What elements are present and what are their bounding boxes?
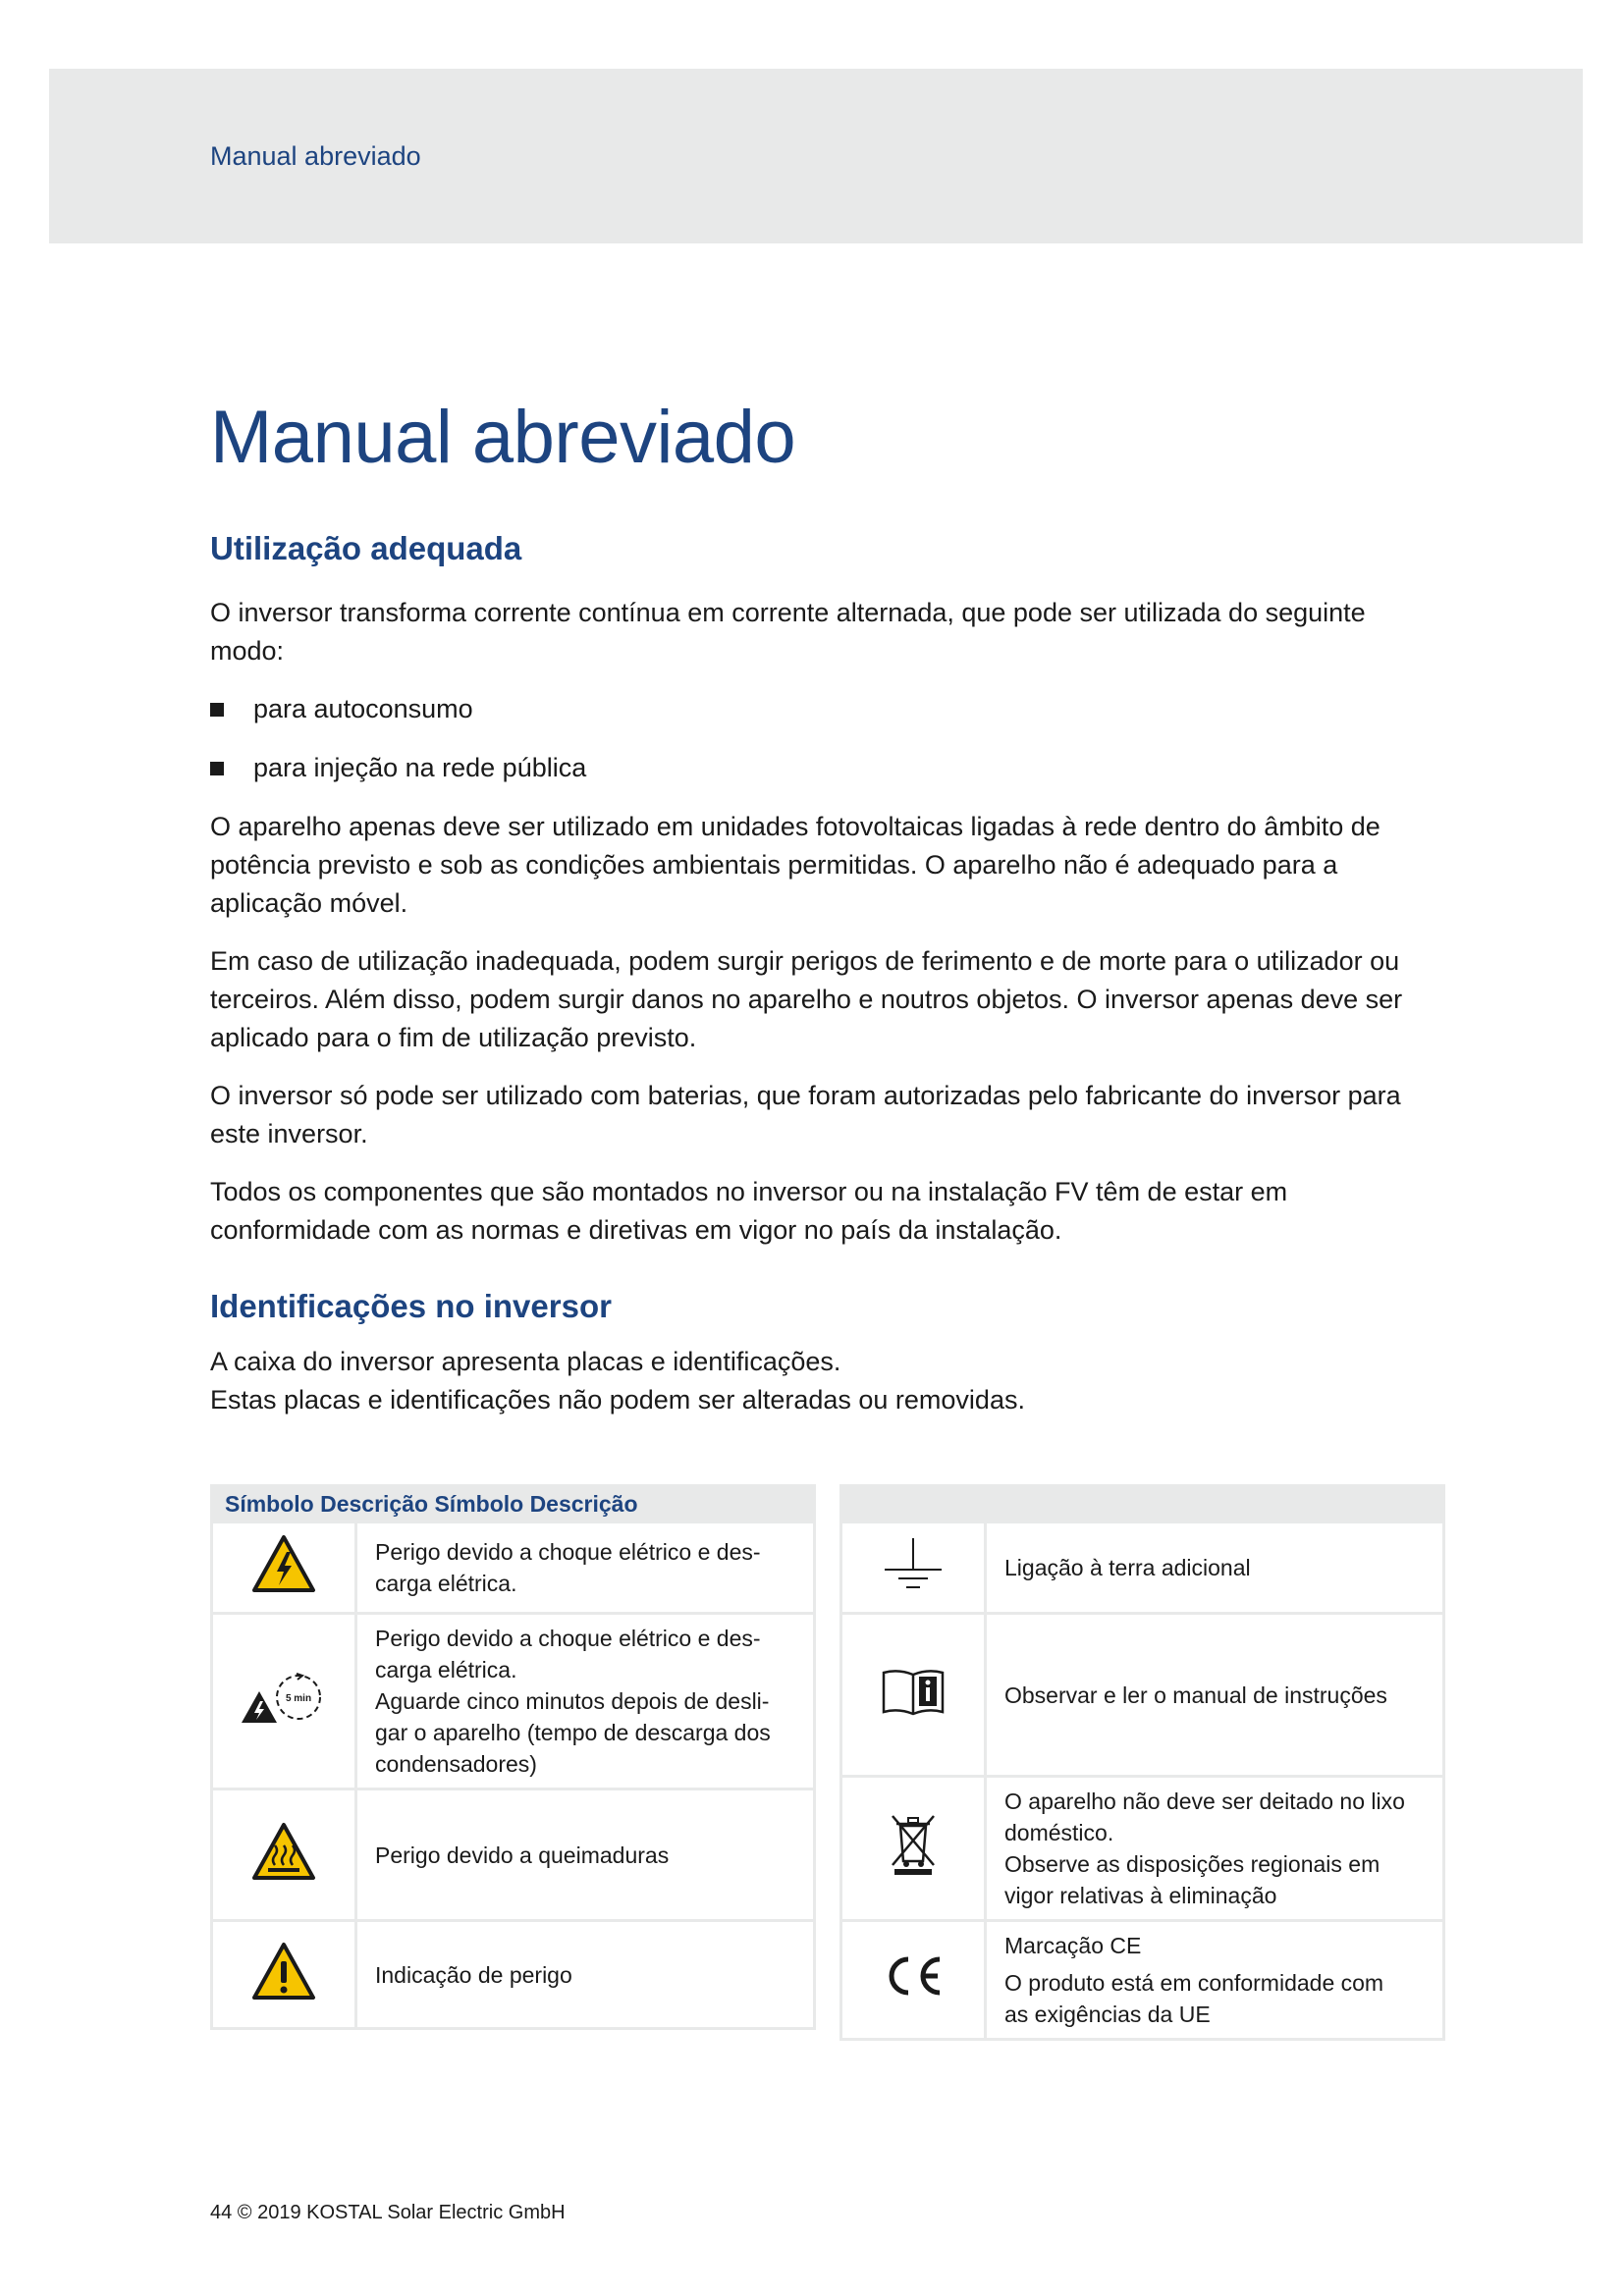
electric-shock-warning-icon (251, 1534, 316, 1593)
symbol-cell (839, 1523, 987, 1615)
header-band (49, 69, 1583, 243)
text-line: Estas placas e identificações não podem ser alteradas ou removidas. (210, 1385, 1025, 1415)
text-line: A caixa do inversor apresenta placas e identificações. (210, 1347, 841, 1377)
symbol-cell (839, 1778, 987, 1922)
list-item (210, 749, 1428, 787)
table-row (839, 1778, 1445, 1922)
weee-bin-icon (889, 1812, 938, 1877)
description-line: gar o aparelho (tempo de descarga dos (375, 1720, 771, 1745)
description-line: Observar e ler o manual de instruções (1004, 1682, 1387, 1708)
description-line: carga elétrica. (375, 1657, 517, 1682)
symbol-cell (210, 1615, 357, 1790)
page-title: Manual abreviado (210, 396, 796, 479)
icon-label: 5 min (285, 1693, 312, 1704)
list-item (210, 690, 1428, 728)
table-header-row (210, 1484, 816, 1523)
list-item-text: para injeção na rede pública (253, 752, 587, 782)
description-line: Observe as disposições regionais em (1004, 1851, 1380, 1877)
description-line: Aguarde cinco minutos depois de desli- (375, 1688, 770, 1714)
symbol-cell (210, 1922, 357, 2030)
table-row (839, 1922, 1445, 2041)
table-header-row (839, 1484, 1445, 1523)
description-line: doméstico. (1004, 1820, 1114, 1845)
paragraph (210, 1343, 1428, 1419)
description-line: condensadores) (375, 1751, 537, 1777)
description-cell (357, 1523, 816, 1615)
description-line: O produto está em conformidade com (1004, 1970, 1384, 1996)
general-warning-icon (251, 1942, 316, 2001)
description-cell (987, 1922, 1445, 2041)
section-heading-identificacoes: Identificações no inversor (210, 1287, 612, 1324)
description-cell (357, 1790, 816, 1922)
paragraph: O aparelho apenas deve ser utilizado em unidades fotovoltaicas ligadas à rede dentro do âmbito de potência previsto e sob as condições ambientais permitidas. O aparelho não é adequado para a aplicação móvel. (210, 811, 1380, 918)
symbol-cell (210, 1790, 357, 1922)
description-line: Indicação de perigo (375, 1961, 572, 1988)
description-cell (987, 1778, 1445, 1922)
section-heading-utilizacao: Utilização adequada (210, 530, 522, 567)
bullet-square-icon (210, 703, 224, 717)
symbol-cell (839, 1922, 987, 2041)
intro-paragraph: O inversor transforma corrente contínua em corrente alternada, que pode ser utilizada do seguinte modo: (210, 597, 1366, 666)
paragraph: Todos os componentes que são montados no inversor ou na instalação FV têm de estar em conformidade com as normas e diretivas em vigor no país da instalação. (210, 1176, 1288, 1245)
paragraph: Em caso de utilização inadequada, podem surgir perigos de ferimento e de morte para o utilizador ou terceiros. Além disso, podem surgir danos no aparelho e noutros objetos. O inversor apenas deve ser aplicado para o fim de utilização previsto. (210, 945, 1403, 1052)
description-line: O aparelho não deve ser deitado no lixo (1004, 1789, 1405, 1814)
table-header-empty (839, 1484, 1445, 1523)
description-line: carga elétrica. (375, 1571, 517, 1596)
symbol-table-left (210, 1484, 816, 2030)
description-line: as exigências da UE (1004, 2002, 1211, 2027)
hot-surface-warning-icon (251, 1822, 316, 1881)
description-line: Ligação à terra adicional (1004, 1555, 1251, 1580)
description-line: Perigo devido a choque elétrico e des- (375, 1626, 761, 1651)
bullet-square-icon (210, 762, 224, 775)
usage-list (210, 690, 1428, 787)
ce-mark-icon (881, 1953, 946, 1999)
description-cell (357, 1615, 816, 1790)
paragraph: O inversor só pode ser utilizado com baterias, que foram autorizadas pelo fabricante do inversor para este inversor. (210, 1080, 1401, 1148)
symbol-table-right (839, 1484, 1445, 2041)
table-row (210, 1615, 816, 1790)
table-row (210, 1922, 816, 2030)
symbol-cell (210, 1523, 357, 1615)
description-line: vigor relativas à eliminação (1004, 1883, 1277, 1908)
list-item-text: para autoconsumo (253, 693, 473, 723)
table-header: Símbolo Descrição Símbolo Descrição (210, 1484, 816, 1523)
description-line: Perigo devido a queimaduras (375, 1842, 670, 1868)
description-cell (357, 1922, 816, 2030)
header-title: Manual abreviado (210, 141, 421, 171)
discharge-time-5min-icon (240, 1668, 328, 1727)
ground-icon (879, 1534, 947, 1593)
description-cell (987, 1523, 1445, 1615)
table-row (210, 1523, 816, 1615)
table-row (839, 1523, 1445, 1615)
table-row (839, 1615, 1445, 1778)
read-manual-icon (881, 1667, 946, 1716)
description-line: Marcação CE (1004, 1933, 1142, 1958)
main-content (210, 393, 1428, 1419)
description-line: Perigo devido a choque elétrico e des- (375, 1539, 761, 1565)
page-footer: 44 © 2019 KOSTAL Solar Electric GmbH (210, 2202, 566, 2223)
symbol-cell (839, 1615, 987, 1778)
table-row (210, 1790, 816, 1922)
description-cell (987, 1615, 1445, 1778)
